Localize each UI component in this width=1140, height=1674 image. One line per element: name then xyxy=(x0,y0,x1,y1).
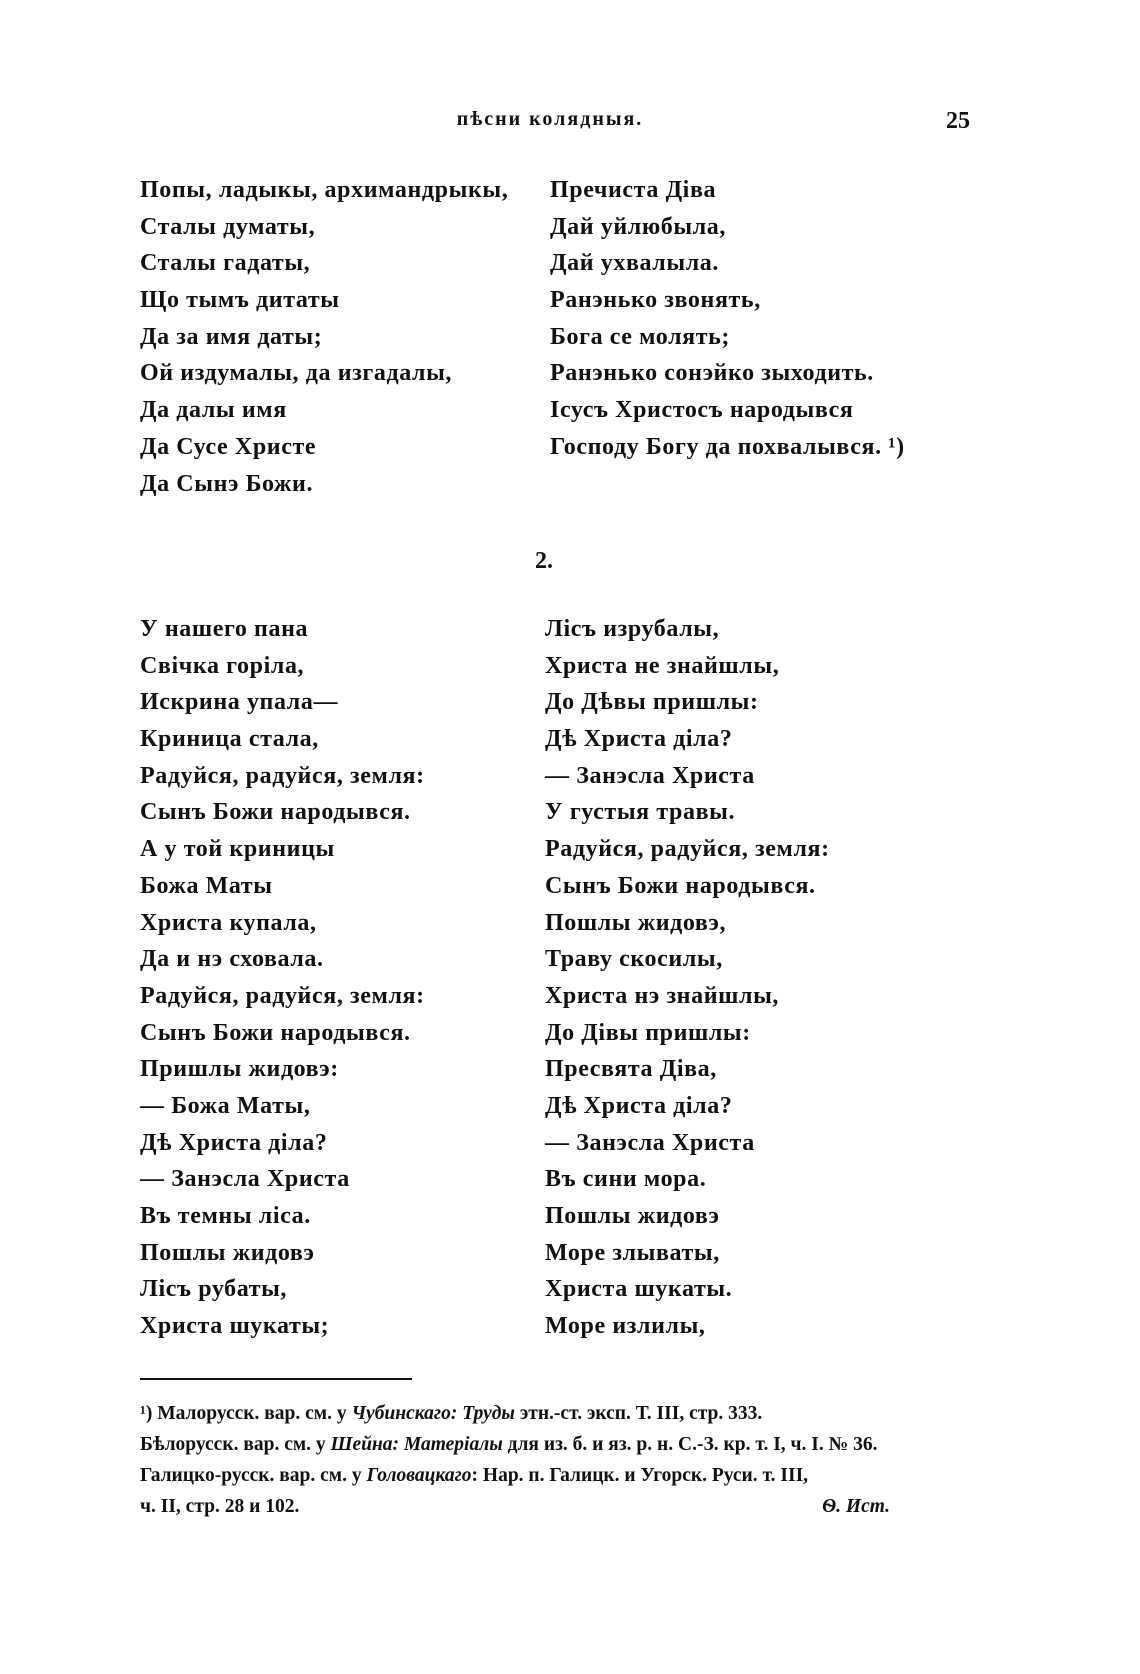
footnote-rule xyxy=(140,1378,412,1380)
verse-line: Бога се молять; xyxy=(550,323,730,350)
verse-line: Море излилы, xyxy=(545,1313,706,1340)
verse-line: Дѣ Христа діла? xyxy=(140,1129,328,1156)
verse-line: — Занэсла Христа xyxy=(140,1166,350,1193)
verse-line: У нашего пана xyxy=(140,616,309,642)
verse-line: Море злываты, xyxy=(545,1239,720,1266)
section-number: 2. xyxy=(535,548,553,574)
footnote-line xyxy=(140,1398,960,1429)
verse-line: Пошлы жидовэ xyxy=(545,1203,720,1229)
verse-line: Лісъ изрубалы, xyxy=(545,616,720,642)
verse-line: Въ темны ліса. xyxy=(140,1203,311,1229)
verse-line: Да Сусе Христе xyxy=(140,433,317,460)
running-title: пѣсни колядныя. xyxy=(456,108,644,130)
verse-line: Попы, ладыкы, архимандрыкы, xyxy=(140,177,509,203)
footnote-citation: Шейна: Матеріалы xyxy=(330,1434,503,1455)
verse-line: Дай ухвалыла. xyxy=(550,250,719,277)
footnote-text: Бѣлорусск. вар. см. у xyxy=(140,1434,331,1455)
verse-line: Ранэнько звонять, xyxy=(550,287,761,314)
verse-line: Да Сынэ Божи. xyxy=(140,470,314,497)
verse-line: Радуйся, радуйся, земля: xyxy=(140,982,425,1009)
verse-line: Христа нэ знайшлы, xyxy=(545,982,780,1009)
verse-line: Ісусъ Христосъ народывся xyxy=(550,397,854,424)
footnote-text: этн.-ст. эксп. Т. III, стр. 333. xyxy=(514,1403,763,1424)
verse-line: Траву скосилы, xyxy=(545,946,723,973)
verse-line: Пришлы жидовэ: xyxy=(140,1056,339,1083)
page-header xyxy=(140,108,970,138)
verse-line: Пресвята Діва, xyxy=(545,1056,717,1083)
verse-line: Господу Богу да похвалывся. ¹) xyxy=(550,433,905,460)
footnote-text: Галицко-русск. вар. см. у xyxy=(140,1465,367,1486)
poem-2-right-column xyxy=(545,611,830,1345)
page-number: 25 xyxy=(946,108,970,134)
verse-line: Криница стала, xyxy=(140,726,319,753)
verse-line: До Дѣвы пришлы: xyxy=(545,689,759,716)
footnote xyxy=(140,1398,960,1522)
footnote-line xyxy=(140,1460,960,1491)
verse-line: Да далы имя xyxy=(140,397,287,424)
verse-line: Да и нэ сховала. xyxy=(140,946,324,973)
verse-line: Пошлы жидовэ, xyxy=(545,909,727,936)
footnote-text: ч. II, стр. 28 и 102. xyxy=(140,1496,300,1517)
verse-line: — Занэсла Христа xyxy=(545,762,755,789)
poem-1-left-column xyxy=(140,172,508,502)
footnote-text: : Нар. п. Галицк. и Угорск. Руси. т. III, xyxy=(471,1465,809,1486)
verse-line: Дѣ Христа діла? xyxy=(545,726,733,753)
verse-line: До Дівы пришлы: xyxy=(545,1019,751,1046)
verse-line: Дай уйлюбыла, xyxy=(550,213,726,240)
poem-2-left-column xyxy=(140,611,425,1345)
verse-line: Христа не знайшлы, xyxy=(545,652,780,679)
footnote-text: ¹) Малорусск. вар. см. у xyxy=(140,1403,352,1424)
verse-line: Сталы гадаты, xyxy=(140,250,311,277)
verse-line: Сталы думаты, xyxy=(140,213,316,240)
verse-line: Пречиста Діва xyxy=(550,177,717,203)
verse-line: Искрина упала— xyxy=(140,689,339,716)
verse-line: Да за имя даты; xyxy=(140,323,323,350)
verse-line: Лісъ рубаты, xyxy=(140,1276,288,1303)
verse-line: Христа купала, xyxy=(140,909,317,936)
poem-1-right-column xyxy=(550,172,905,466)
verse-line: — Занэсла Христа xyxy=(545,1129,755,1156)
footnote-text: для из. б. и яз. р. н. С.-З. кр. т. I, ч. I. № 36. xyxy=(502,1434,878,1455)
verse-line: Христа шукаты. xyxy=(545,1276,733,1303)
verse-line: Радуйся, радуйся, земля: xyxy=(545,836,830,863)
footnote-citation: Головацкаго xyxy=(366,1465,472,1486)
verse-line: Що тымъ дитаты xyxy=(140,287,340,314)
footnote-citation: Чубинскаго: Труды xyxy=(351,1403,515,1424)
verse-line: Пошлы жидовэ xyxy=(140,1239,315,1266)
verse-line: Сынъ Божи народывся. xyxy=(140,799,411,826)
verse-line: Въ сини мора. xyxy=(545,1166,707,1193)
verse-line: — Божа Маты, xyxy=(140,1092,311,1119)
verse-line: Радуйся, радуйся, земля: xyxy=(140,762,425,789)
verse-line: Сынъ Божи народывся. xyxy=(545,872,816,899)
verse-line: А у той криницы xyxy=(140,836,335,863)
verse-line: Дѣ Христа діла? xyxy=(545,1092,733,1119)
verse-line: Ой издумалы, да изгадалы, xyxy=(140,360,453,387)
verse-line: У густыя травы. xyxy=(545,799,736,826)
footnote-line xyxy=(140,1491,960,1522)
footnote-signature: Ѳ. Ист. xyxy=(822,1496,890,1517)
verse-line: Ранэнько сонэйко зыходить. xyxy=(550,360,874,387)
verse-line: Божа Маты xyxy=(140,872,273,899)
verse-line: Свічка горіла, xyxy=(140,652,305,679)
footnote-line xyxy=(140,1429,960,1460)
verse-line: Христа шукаты; xyxy=(140,1313,330,1340)
verse-line: Сынъ Божи народывся. xyxy=(140,1019,411,1046)
